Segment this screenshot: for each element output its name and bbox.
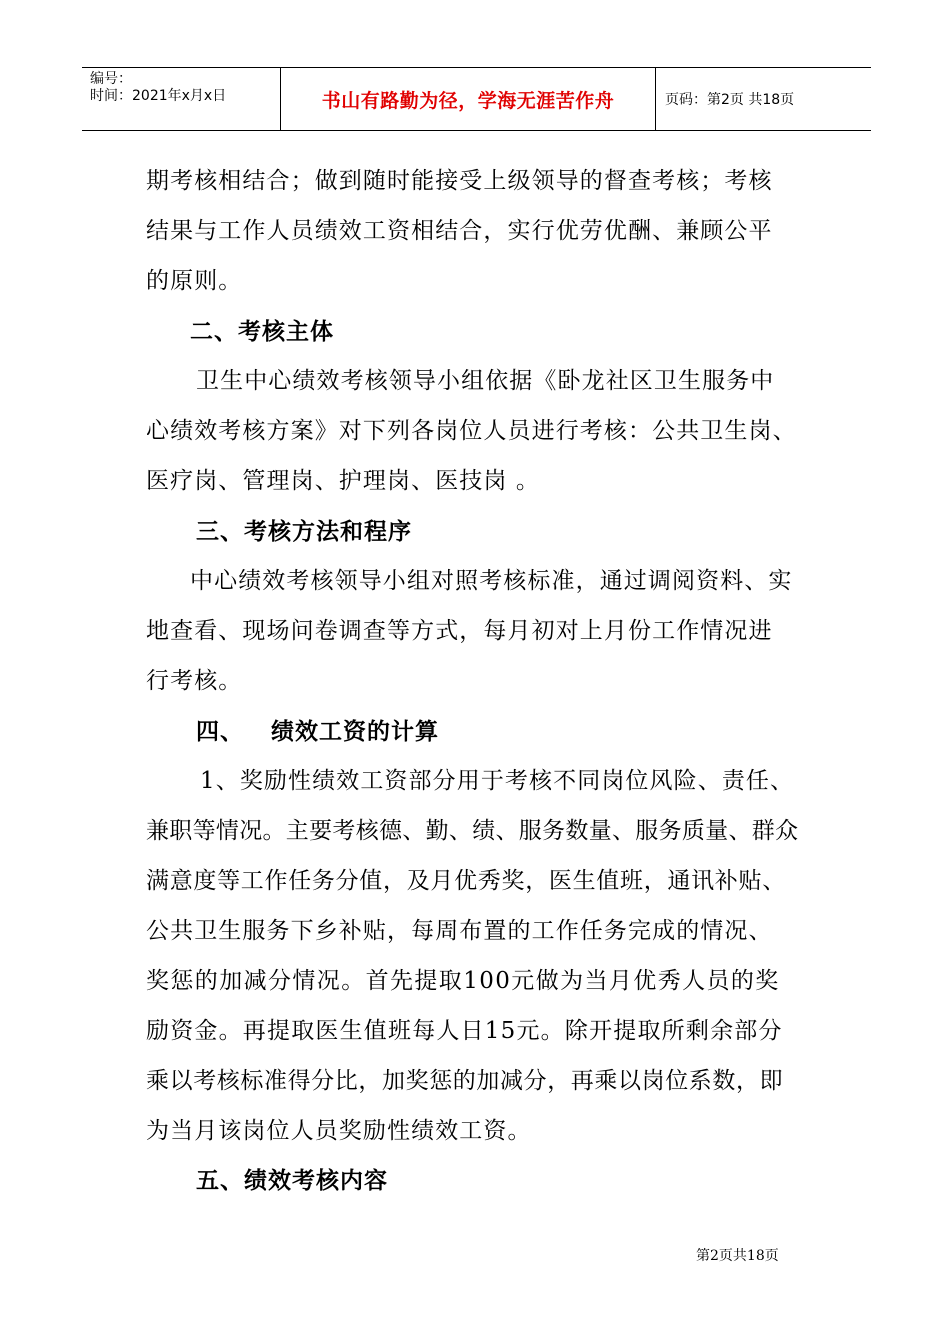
body-line: 满意度等工作任务分值，及月优秀奖，医生值班，通讯补贴、 [146, 868, 786, 894]
section-heading: 五、绩效考核内容 [196, 1168, 388, 1194]
body-line: 心绩效考核方案》对下列各岗位人员进行考核：公共卫生岗、 [146, 418, 797, 444]
body-line: 期考核相结合；做到随时能接受上级领导的督查考核；考核 [146, 168, 773, 194]
section-heading: 四、 绩效工资的计算 [196, 719, 440, 745]
body-line: 乘以考核标准得分比，加奖惩的加减分，再乘以岗位系数，即 [146, 1068, 784, 1094]
body-line: 卫生中心绩效考核领导小组依据《卧龙社区卫生服务中 [196, 368, 775, 394]
body-line: 1、奖励性绩效工资部分用于考核不同岗位风险、责任、 [200, 768, 795, 794]
header-motto: 书山有路勤为径，学海无涯苦作舟 [281, 68, 656, 130]
body-line: 医疗岗、管理岗、护理岗、医技岗 。 [146, 468, 541, 494]
body-line: 地查看、现场问卷调查等方式，每月初对上月份工作情况进 [146, 618, 773, 644]
section-heading: 三、考核方法和程序 [196, 519, 412, 545]
number-label: 编号： [90, 71, 132, 87]
section-heading: 二、考核主体 [190, 319, 334, 345]
time-label: 时间：2021年x月x日 [90, 88, 227, 104]
header-page-info: 页码：第2页 共18页 [665, 92, 795, 108]
body-line: 公共卫生服务下乡补贴，每周布置的工作任务完成的情况、 [146, 918, 773, 944]
body-line: 的原则。 [146, 268, 243, 294]
body-line: 为当月该岗位人员奖励性绩效工资。 [146, 1118, 532, 1144]
header-meta-cell [82, 68, 281, 130]
page-footer: 第2页共18页 [696, 1248, 779, 1264]
body-line: 奖惩的加减分情况。首先提取100元做为当月优秀人员的奖 [146, 968, 780, 994]
body-line: 行考核。 [146, 668, 243, 694]
body-line: 励资金。再提取医生值班每人日15元。除开提取所剩余部分 [146, 1018, 783, 1044]
body-line: 兼职等情况。主要考核德、勤、绩、服务数量、服务质量、群众 [146, 818, 799, 844]
page-header [82, 67, 871, 131]
body-line: 中心绩效考核领导小组对照考核标准，通过调阅资料、实 [190, 568, 793, 594]
body-line: 结果与工作人员绩效工资相结合，实行优劳优酬、兼顾公平 [146, 218, 773, 244]
